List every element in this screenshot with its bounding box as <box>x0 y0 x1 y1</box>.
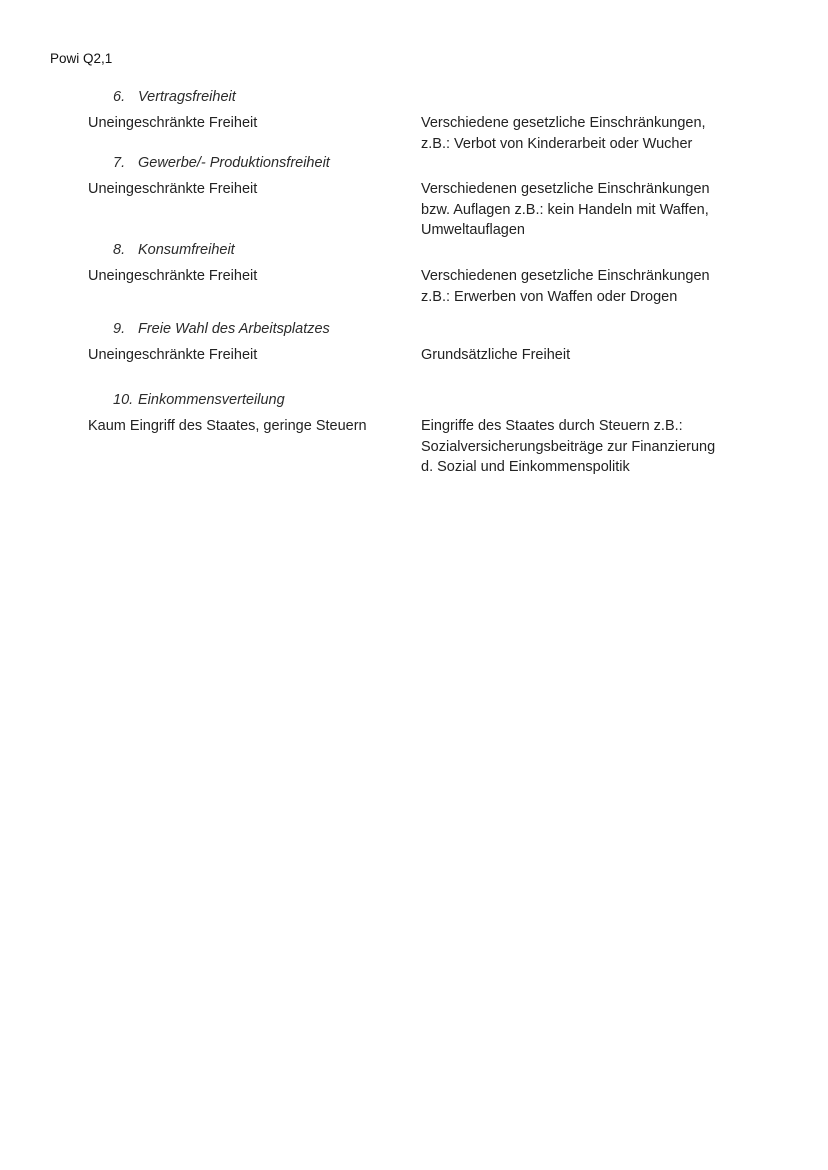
right-line: Verschiedene gesetzliche Einschränkungen, <box>421 115 706 131</box>
comparison-row <box>88 416 748 478</box>
left-column-text: Uneingeschränkte Freiheit <box>88 181 258 197</box>
comparison-row <box>88 266 748 308</box>
right-line: d. Sozial und Einkommenspolitik <box>421 459 630 475</box>
section-konsumfreiheit <box>88 240 748 308</box>
section-number: 9. <box>113 321 126 337</box>
left-column-text: Kaum Eingriff des Staates, geringe Steuern <box>88 418 367 434</box>
right-column-text <box>421 113 741 154</box>
section-title: Vertragsfreiheit <box>138 89 236 105</box>
right-column-text <box>421 345 741 366</box>
document-header: Powi Q2,1 <box>50 51 113 66</box>
section-number: 7. <box>113 155 126 171</box>
section-heading <box>88 153 748 173</box>
section-vertragsfreiheit <box>88 87 748 155</box>
right-line: Eingriffe des Staates durch Steuern z.B.: <box>421 418 683 434</box>
right-line: Umweltauflagen <box>421 222 525 238</box>
section-heading <box>88 319 748 339</box>
section-number: 8. <box>113 242 126 258</box>
left-column-text: Uneingeschränkte Freiheit <box>88 268 258 284</box>
section-title: Gewerbe/- Produktionsfreiheit <box>138 155 330 171</box>
right-line: Grundsätzliche Freiheit <box>421 347 571 363</box>
section-number: 10. <box>113 392 134 408</box>
right-column-text <box>421 179 741 241</box>
comparison-row <box>88 345 748 367</box>
section-number: 6. <box>113 89 126 105</box>
section-title: Freie Wahl des Arbeitsplatzes <box>138 321 330 337</box>
right-line: z.B.: Erwerben von Waffen oder Drogen <box>421 288 678 305</box>
section-arbeitsplatz <box>88 319 748 367</box>
left-column-text: Uneingeschränkte Freiheit <box>88 115 258 131</box>
right-line: bzw. Auflagen z.B.: kein Handeln mit Waffen, <box>421 201 709 218</box>
comparison-row <box>88 113 748 155</box>
section-einkommensverteilung <box>88 390 748 478</box>
section-title: Konsumfreiheit <box>138 242 235 258</box>
section-heading <box>88 240 748 260</box>
left-column-text: Uneingeschränkte Freiheit <box>88 347 258 363</box>
section-title: Einkommensverteilung <box>138 392 285 408</box>
right-line: Verschiedenen gesetzliche Einschränkungen <box>421 181 710 197</box>
right-line: Verschiedenen gesetzliche Einschränkungen <box>421 268 710 284</box>
right-column-text <box>421 266 741 307</box>
section-gewerbefreiheit <box>88 153 748 241</box>
comparison-row <box>88 179 748 241</box>
right-line: Sozialversicherungsbeiträge zur Finanzierung <box>421 438 716 455</box>
right-line: z.B.: Verbot von Kinderarbeit oder Wucher <box>421 135 693 152</box>
right-column-text <box>421 416 741 478</box>
section-heading <box>88 87 748 107</box>
section-heading <box>88 390 748 410</box>
